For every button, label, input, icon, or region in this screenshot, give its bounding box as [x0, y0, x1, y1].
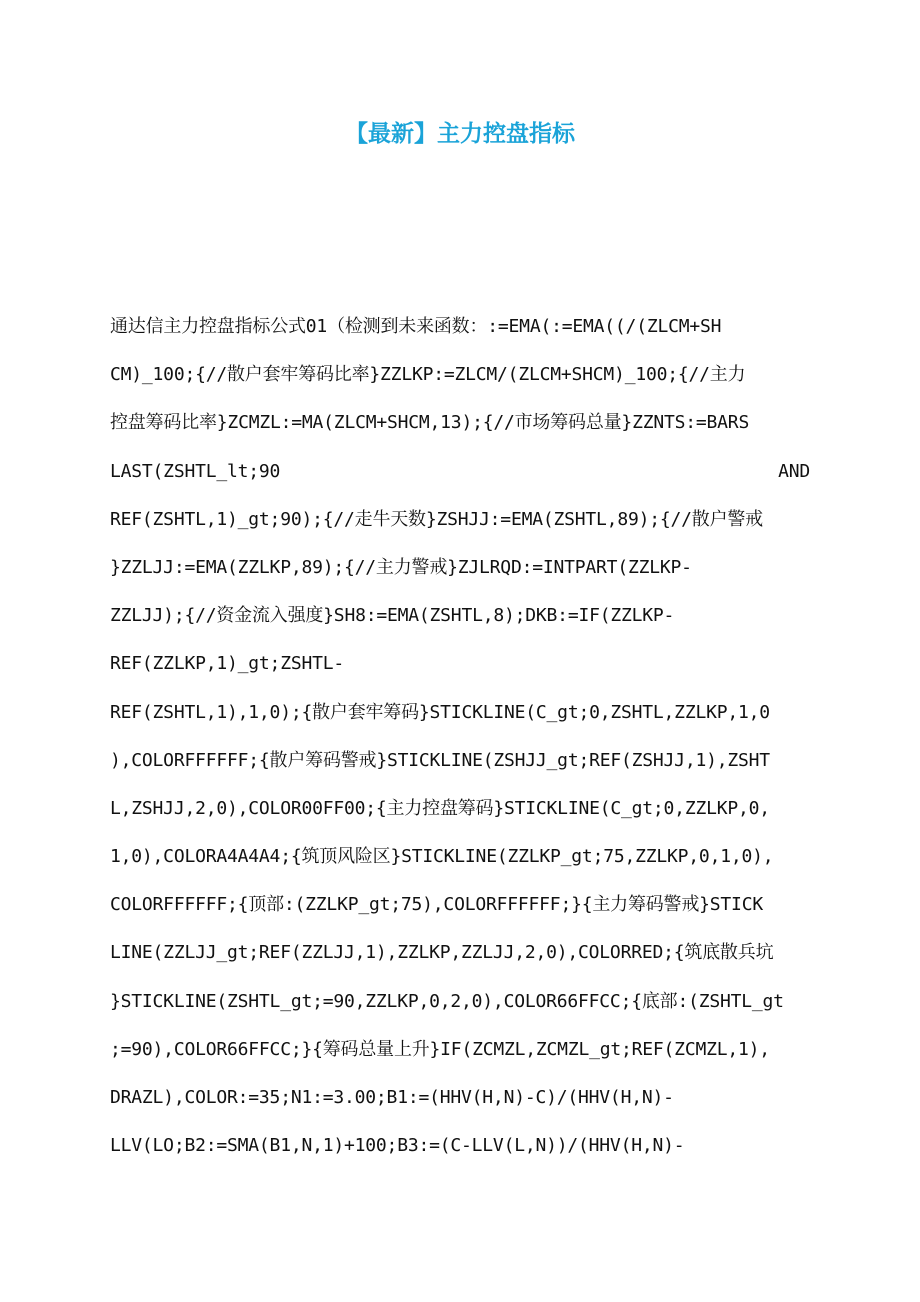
text-line: ;=90),COLOR66FFCC;}{筹码总量上升}IF(ZCMZL,ZCMZL_gt;REF(ZCMZL,1),	[110, 1038, 770, 1060]
text-line: COLORFFFFFF;{顶部:(ZZLKP_gt;75),COLORFFFFFF;}{主力筹码警戒}STICK	[110, 894, 763, 916]
text-line: REF(ZSHTL,1)_gt;90);{//走牛天数}ZSHJJ:=EMA(ZSHTL,89);{//散户警戒	[110, 508, 763, 530]
document-body	[110, 310, 810, 1177]
text-line: ZZLJJ);{//资金流入强度}SH8:=EMA(ZSHTL,8);DKB:=IF(ZZLKP-	[110, 605, 675, 627]
text-line: DRAZL),COLOR:=35;N1:=3.00;B1:=(HHV(H,N)-C)/(HHV(H,N)-	[110, 1087, 674, 1108]
text-line: 控盘筹码比率}ZCMZL:=MA(ZLCM+SHCM,13);{//市场筹码总量}ZZNTS:=BARS	[110, 412, 750, 434]
text-line: CM)_100;{//散户套牢筹码比率}ZZLKP:=ZLCM/(ZLCM+SHCM)_100;{//主力	[110, 364, 746, 386]
text-line: }ZZLJJ:=EMA(ZZLKP,89);{//主力警戒}ZJLRQD:=INTPART(ZZLKP-	[110, 556, 692, 578]
text-line: REF(ZZLKP,1)_gt;ZSHTL-	[110, 653, 345, 675]
text-line: 通达信主力控盘指标公式01（检测到未来函数：:=EMA(:=EMA((/(ZLCM+SH	[110, 316, 722, 337]
text-line: L,ZSHJJ,2,0),COLOR00FF00;{主力控盘筹码}STICKLINE(C_gt;0,ZZLKP,0,	[110, 797, 770, 819]
document-title: 【最新】主力控盘指标	[345, 121, 575, 147]
text-line: LLV(LO;B2:=SMA(B1,N,1)+100;B3:=(C-LLV(L,N))/(HHV(H,N)-	[110, 1135, 685, 1157]
text-line: REF(ZSHTL,1),1,0);{散户套牢筹码}STICKLINE(C_gt;0,ZSHTL,ZZLKP,1,0	[110, 701, 770, 723]
text-line: ),COLORFFFFFF;{散户筹码警戒}STICKLINE(ZSHJJ_gt;REF(ZSHJJ,1),ZSHT	[110, 749, 770, 771]
text-line: 1,0),COLORA4A4A4;{筑顶风险区}STICKLINE(ZZLKP_gt;75,ZZLKP,0,1,0),	[110, 846, 774, 868]
text-line-left: LAST(ZSHTL_lt;90	[110, 460, 281, 482]
text-line-right: AND	[778, 460, 810, 482]
text-line-justified	[110, 455, 810, 503]
text-line: }STICKLINE(ZSHTL_gt;=90,ZZLKP,0,2,0),COLOR66FFCC;{底部:(ZSHTL_gt	[110, 990, 784, 1012]
text-line: LINE(ZZLJJ_gt;REF(ZZLJJ,1),ZZLKP,ZZLJJ,2,0),COLORRED;{筑底散兵坑	[110, 942, 774, 964]
